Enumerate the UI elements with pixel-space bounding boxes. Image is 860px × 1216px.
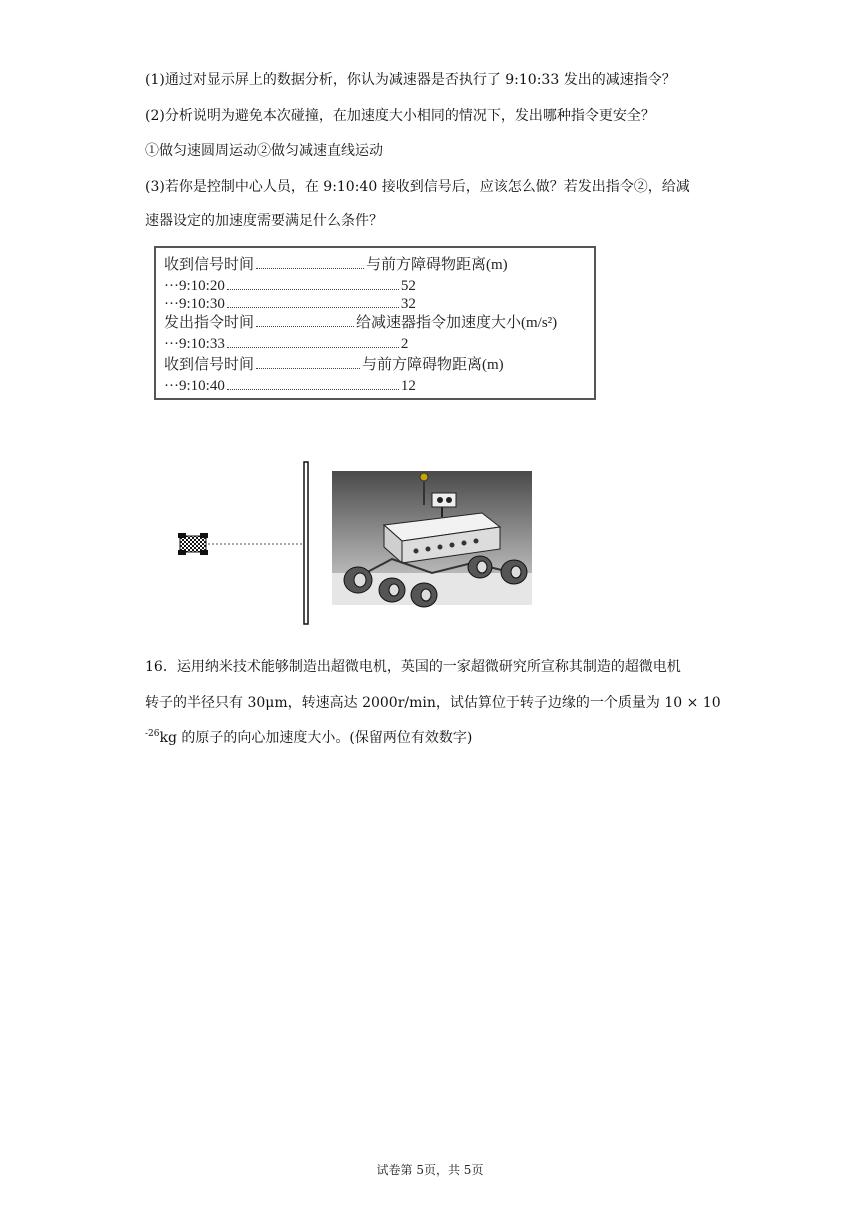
page-footer: 试卷第 5页，共 5页 bbox=[376, 1163, 484, 1177]
panel-row bbox=[164, 335, 408, 353]
display-screen-panel bbox=[154, 246, 596, 400]
panel-value: 2 bbox=[400, 336, 409, 352]
panel-row bbox=[164, 377, 416, 395]
panel-value: 32 bbox=[400, 296, 416, 312]
question-16-line-3 bbox=[145, 728, 472, 750]
panel-header-received-2 bbox=[164, 356, 504, 374]
panel-value: 12 bbox=[400, 378, 416, 394]
panel-header-label: 发出指令时间 bbox=[164, 315, 255, 331]
question-16-line-2: 转子的半径只有 30μm，转速高达 2000r/min，试估算位于转子边缘的一个质量为 10 × 10 bbox=[145, 695, 721, 711]
question-part-1: (1)通过对显示屏上的数据分析，你认为减速器是否执行了 9:10:33 发出的减速指令？ bbox=[145, 72, 676, 88]
question-part-3-line-1: (3)若你是控制中心人员，在 9:10:40 接收到信号后，应该怎么做？若发出指令②，给减 bbox=[145, 179, 690, 195]
question-16-line-3-text: kg 的原子的向心加速度大小。(保留两位有效数字) bbox=[159, 730, 473, 746]
question-options: ①做匀速圆周运动②做匀减速直线运动 bbox=[145, 143, 383, 159]
panel-time: ···9:10:30 bbox=[164, 296, 225, 312]
panel-header-command bbox=[164, 314, 557, 332]
panel-header-label: 与前方障碍物距离(m) bbox=[362, 357, 504, 373]
panel-time: ···9:10:33 bbox=[164, 336, 225, 352]
panel-header-label: 收到信号时间 bbox=[164, 257, 255, 273]
obstacle-wall bbox=[304, 462, 308, 624]
panel-time: ···9:10:40 bbox=[164, 378, 225, 394]
question-part-3-line-2: 速器设定的加速度需要满足什么条件？ bbox=[145, 213, 383, 229]
panel-row bbox=[164, 295, 416, 313]
panel-time: ···9:10:20 bbox=[164, 278, 225, 294]
panel-header-received-1 bbox=[164, 256, 508, 274]
panel-header-label: 给减速器指令加速度大小(m/s²) bbox=[356, 315, 558, 331]
panel-header-label: 收到信号时间 bbox=[164, 357, 255, 373]
rover-obstacle-illustration bbox=[170, 455, 540, 630]
panel-value: 52 bbox=[400, 278, 416, 294]
exponent: -26 bbox=[145, 729, 160, 739]
question-part-2: (2)分析说明为避免本次碰撞，在加速度大小相同的情况下，发出哪种指令更安全？ bbox=[145, 108, 655, 124]
small-rover-icon bbox=[178, 533, 208, 555]
question-16-line-1: 16．运用纳米技术能够制造出超微电机，英国的一家超微研究所宣称其制造的超微电机 bbox=[145, 659, 681, 675]
panel-header-label: 与前方障碍物距离(m) bbox=[366, 257, 508, 273]
rover-drawing bbox=[332, 471, 532, 607]
panel-row bbox=[164, 277, 416, 295]
